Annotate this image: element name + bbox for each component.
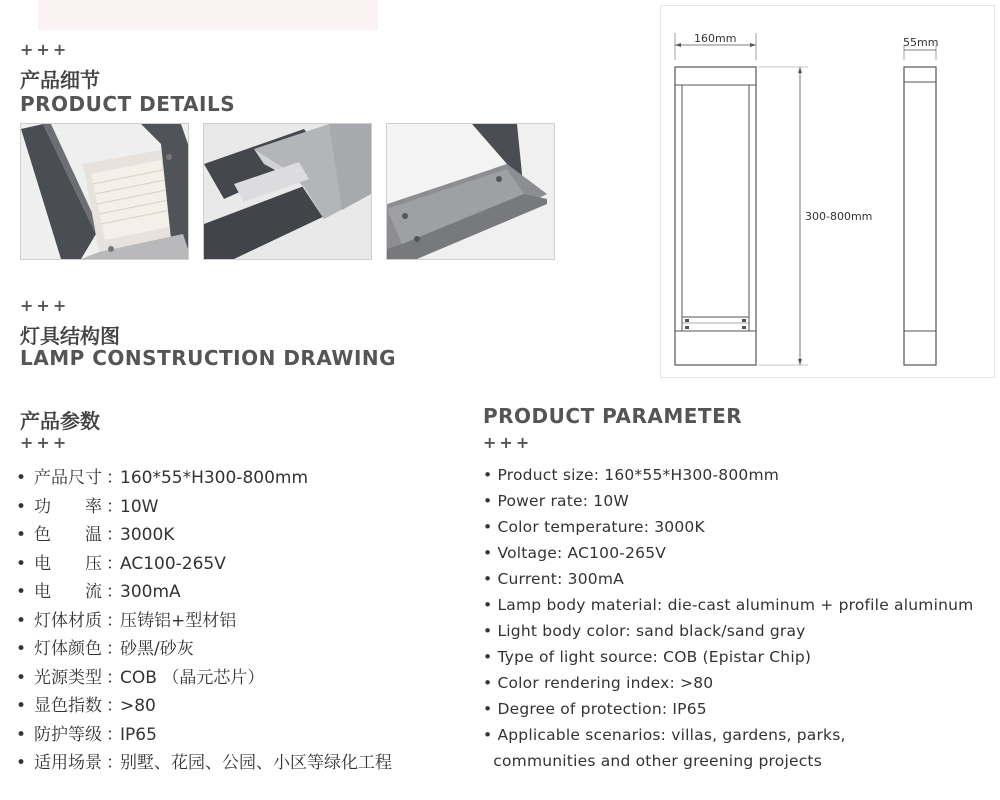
param-cn-label: 电 压 bbox=[34, 553, 102, 574]
param-cn-label: 电 流 bbox=[34, 582, 102, 602]
param-cn-bullet: • bbox=[16, 724, 27, 745]
param-cn-label: 防护等级 bbox=[34, 724, 102, 745]
param-cn-value: 160*55*H300-800mm bbox=[120, 468, 309, 488]
param-en-item: • Lamp body material: die-cast aluminum + profile aluminum bbox=[483, 596, 974, 614]
param-cn-bullet: • bbox=[16, 610, 27, 631]
param-cn-value: AC100-265V bbox=[120, 553, 226, 574]
lamp-drawing bbox=[660, 5, 995, 380]
param-cn-item bbox=[16, 635, 466, 664]
param-cn-value: 压铸铝+型材铝 bbox=[120, 610, 237, 631]
param-cn-value: >80 bbox=[120, 696, 156, 716]
top-strip bbox=[38, 0, 378, 30]
param-en-item: • Color rendering index: >80 bbox=[483, 674, 714, 692]
construction-title-en: LAMP CONSTRUCTION DRAWING bbox=[20, 346, 397, 370]
param-cn-item bbox=[16, 607, 466, 636]
param-cn-bullet: • bbox=[16, 553, 27, 574]
param-en-item: • Applicable scenarios: villas, gardens, parks, bbox=[483, 726, 846, 744]
param-cn-item bbox=[16, 664, 466, 693]
param-cn-sep: ： bbox=[106, 667, 123, 688]
details-plus: +++ bbox=[20, 40, 70, 59]
param-cn-item bbox=[16, 692, 466, 721]
param-cn-sep: ： bbox=[106, 525, 123, 545]
param-cn-sep: ： bbox=[106, 639, 123, 659]
param-cn-sep: ： bbox=[106, 610, 123, 631]
params-en-plus: +++ bbox=[483, 433, 533, 452]
param-cn-sep: ： bbox=[106, 753, 123, 773]
lamp-drawing-svg bbox=[660, 5, 995, 380]
detail-photo-2-image bbox=[204, 124, 371, 259]
detail-photo-2 bbox=[203, 123, 372, 260]
param-cn-label: 显色指数 bbox=[34, 696, 102, 716]
params-cn-title: 产品参数 bbox=[20, 409, 100, 433]
param-en-item: • Color temperature: 3000K bbox=[483, 518, 705, 536]
param-cn-bullet: • bbox=[16, 667, 27, 688]
param-cn-bullet: • bbox=[16, 753, 27, 773]
dim-height-label: 300-800mm bbox=[805, 210, 873, 223]
param-cn-label: 产品尺寸 bbox=[34, 468, 102, 488]
detail-photo-3 bbox=[386, 123, 555, 260]
param-cn-label: 适用场景 bbox=[34, 753, 102, 773]
detail-photo-1-image bbox=[21, 124, 188, 259]
detail-photo-3-image bbox=[387, 124, 554, 259]
params-en-title: PRODUCT PARAMETER bbox=[483, 404, 743, 428]
dim-width-label: 160mm bbox=[694, 32, 737, 45]
construction-title-cn: 灯具结构图 bbox=[20, 324, 120, 348]
param-cn-item bbox=[16, 721, 466, 750]
param-cn-label: 光源类型 bbox=[34, 667, 102, 688]
param-en-item: • Type of light source: COB (Epistar Chip) bbox=[483, 648, 812, 666]
param-cn-item bbox=[16, 521, 466, 550]
details-title-cn: 产品细节 bbox=[20, 68, 100, 92]
param-cn-sep: ： bbox=[106, 582, 123, 602]
param-cn-sep: ： bbox=[106, 696, 123, 716]
detail-photo-1 bbox=[20, 123, 189, 260]
params-cn-plus: +++ bbox=[20, 433, 70, 452]
param-cn-bullet: • bbox=[16, 468, 27, 488]
param-cn-item bbox=[16, 493, 466, 522]
param-cn-label: 灯体材质 bbox=[34, 610, 102, 631]
params-cn-list bbox=[16, 464, 466, 778]
param-cn-value: IP65 bbox=[120, 724, 157, 745]
param-cn-item bbox=[16, 749, 466, 778]
param-cn-value: 3000K bbox=[120, 525, 175, 545]
param-en-item: • Voltage: AC100-265V bbox=[483, 544, 667, 562]
param-cn-bullet: • bbox=[16, 525, 27, 545]
param-cn-value: COB （晶元芯片） bbox=[120, 667, 265, 688]
param-cn-bullet: • bbox=[16, 696, 27, 716]
param-cn-value: 别墅、花园、公园、小区等绿化工程 bbox=[120, 753, 392, 773]
param-cn-bullet: • bbox=[16, 582, 27, 602]
param-cn-label: 灯体颜色 bbox=[34, 639, 102, 659]
param-en-item: • Current: 300mA bbox=[483, 570, 624, 588]
param-cn-sep: ： bbox=[106, 468, 123, 488]
param-cn-sep: ： bbox=[106, 496, 123, 517]
param-en-item: communities and other greening projects bbox=[483, 752, 822, 770]
param-cn-sep: ： bbox=[106, 724, 123, 745]
param-en-item: • Light body color: sand black/sand gray bbox=[483, 622, 806, 640]
param-cn-item bbox=[16, 464, 466, 493]
param-cn-value: 砂黑/砂灰 bbox=[120, 639, 194, 659]
dim-depth-label: 55mm bbox=[903, 36, 939, 49]
param-cn-bullet: • bbox=[16, 496, 27, 517]
param-cn-item bbox=[16, 550, 466, 579]
param-cn-item bbox=[16, 578, 466, 607]
param-cn-label: 色 温 bbox=[34, 525, 102, 545]
param-cn-label: 功 率 bbox=[34, 496, 102, 517]
param-cn-value: 10W bbox=[120, 496, 159, 517]
param-cn-bullet: • bbox=[16, 639, 27, 659]
param-cn-value: 300mA bbox=[120, 582, 181, 602]
details-title-en: PRODUCT DETAILS bbox=[20, 92, 236, 116]
construction-plus: +++ bbox=[20, 296, 70, 315]
param-en-item: • Degree of protection: IP65 bbox=[483, 700, 707, 718]
params-en-list bbox=[483, 462, 998, 774]
param-en-item: • Power rate: 10W bbox=[483, 492, 629, 510]
param-en-item: • Product size: 160*55*H300-800mm bbox=[483, 466, 780, 484]
param-cn-sep: ： bbox=[106, 553, 123, 574]
